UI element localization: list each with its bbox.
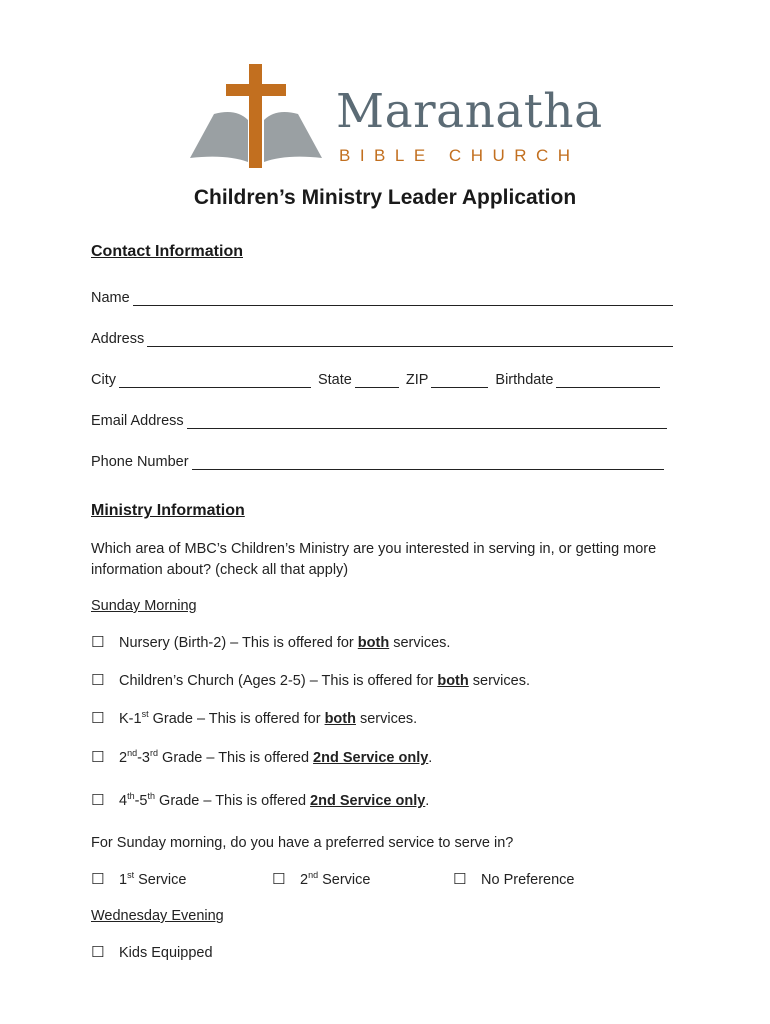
logo-name: Maranatha [336,84,603,139]
cross-bible-icon [186,62,326,170]
option-grade-4-5[interactable]: ☐ 4th-5th Grade – This is offered 2nd Service only. [91,791,430,809]
option-grade-2-3[interactable]: ☐ 2nd-3rd Grade – This is offered 2nd Service only. [91,748,433,766]
zip-label: ZIP [405,372,429,388]
option-childrens-church[interactable]: ☐ Children’s Church (Ages 2-5) – This is offered for both services. [91,672,530,689]
email-field[interactable] [91,413,667,429]
state-input-line[interactable] [355,373,399,388]
option-k1[interactable]: ☐ K-1st Grade – This is offered for both services. [91,709,418,727]
checkbox-icon[interactable]: ☐ [91,634,105,651]
checkbox-icon[interactable]: ☐ [453,871,467,888]
ministry-heading: Ministry Information [91,502,245,519]
name-input-line[interactable] [133,291,673,306]
name-field[interactable] [91,290,673,306]
checkbox-icon[interactable]: ☐ [91,871,105,888]
page-title: Children’s Ministry Leader Application [193,186,577,209]
address-input-line[interactable] [147,332,673,347]
email-input-line[interactable] [187,414,667,429]
checkbox-icon[interactable]: ☐ [91,672,105,689]
phone-label: Phone Number [91,454,189,470]
birthdate-input-line[interactable] [556,373,660,388]
city-input-line[interactable] [119,373,311,388]
state-label: State [317,372,352,388]
address-field[interactable] [91,331,673,347]
service-question: For Sunday morning, do you have a preferred service to serve in? [91,835,514,851]
phone-input-line[interactable] [192,455,664,470]
checkbox-icon[interactable]: ☐ [91,792,105,809]
wednesday-evening-label: Wednesday Evening [91,908,224,924]
church-logo [186,62,603,170]
phone-field[interactable] [91,454,664,470]
option-no-preference[interactable]: ☐ No Preference [453,871,575,888]
city-label: City [91,372,116,388]
name-label: Name [91,290,130,306]
city-state-zip-row [91,372,660,388]
ministry-question: Which area of MBC’s Children’s Ministry are you interested in serving in, or getting more information about? (check all that apply) [91,541,657,578]
address-label: Address [91,331,145,347]
option-nursery[interactable]: ☐ Nursery (Birth-2) – This is offered for both services. [91,634,451,651]
zip-input-line[interactable] [431,373,488,388]
contact-heading: Contact Information [91,243,243,260]
option-second-service[interactable]: ☐ 2nd Service [272,870,371,888]
option-kids-equipped[interactable]: ☐ Kids Equipped [91,944,213,961]
checkbox-icon[interactable]: ☐ [91,944,105,961]
checkbox-icon[interactable]: ☐ [272,871,286,888]
checkbox-icon[interactable]: ☐ [91,710,105,727]
email-label: Email Address [91,413,184,429]
sunday-morning-label: Sunday Morning [91,598,197,614]
option-first-service[interactable]: ☐ 1st Service [91,870,187,888]
logo-subtitle: BIBLE CHURCH [339,146,580,165]
checkbox-icon[interactable]: ☐ [91,749,105,766]
birthdate-label: Birthdate [495,372,554,388]
